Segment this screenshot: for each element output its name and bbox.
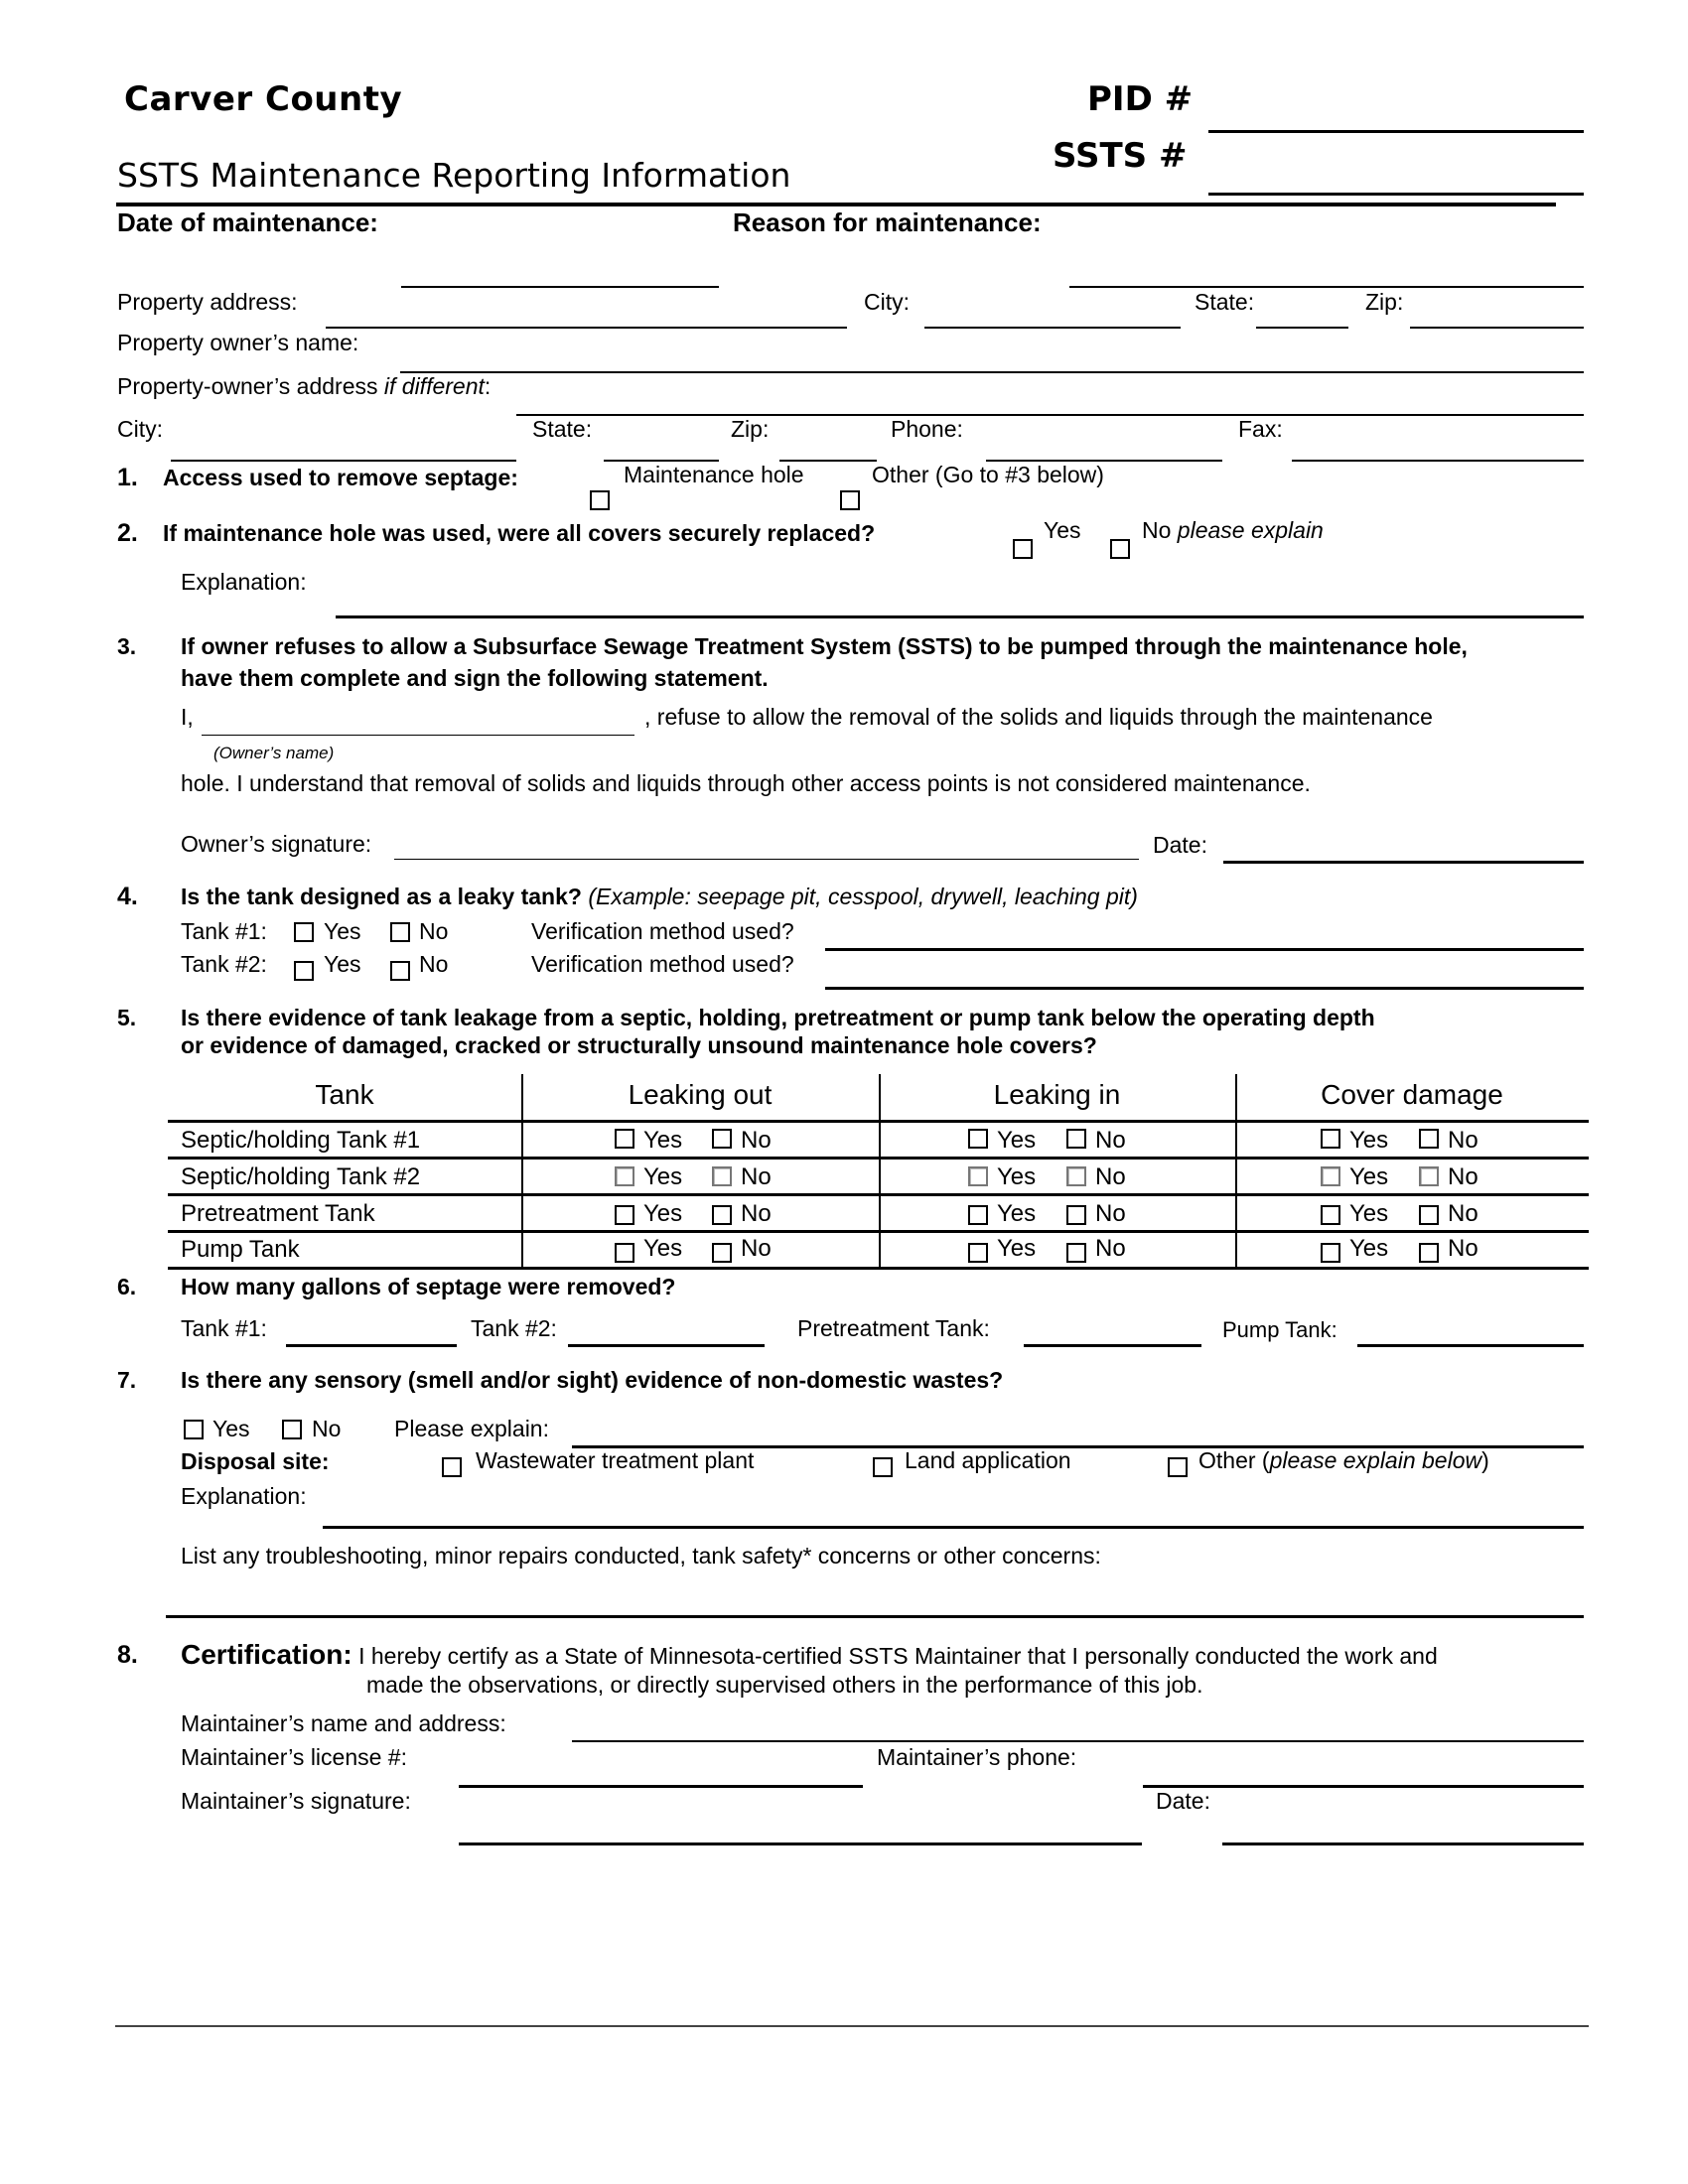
owner-address-italic: if different	[383, 373, 485, 399]
leaking-in-no-checkbox[interactable]	[1066, 1129, 1086, 1149]
q2-explanation-input[interactable]	[336, 615, 1584, 618]
property-state-label: State:	[1195, 289, 1255, 315]
yes-label: Yes	[643, 1127, 683, 1154]
q8-number: 8.	[117, 1641, 138, 1669]
q3-owner-name-caption: (Owner’s name)	[213, 744, 335, 762]
q3-statement-continued: hole. I understand that removal of solids and liquids through other access points is not considered maintenance.	[181, 770, 1311, 796]
leaking-in-yes-checkbox[interactable]	[968, 1166, 988, 1186]
no-label: No	[1095, 1127, 1126, 1154]
disposal-other-close: )	[1481, 1447, 1489, 1473]
q6-pump-input[interactable]	[1357, 1344, 1584, 1347]
leaking-in-yes-checkbox[interactable]	[968, 1129, 988, 1149]
leaking-in-no-checkbox[interactable]	[1066, 1205, 1086, 1225]
property-city-label: City:	[864, 289, 910, 315]
leaking-out-no-checkbox[interactable]	[712, 1166, 732, 1186]
no-label: No	[741, 1127, 772, 1154]
q3-owner-signature-input[interactable]	[394, 859, 1139, 860]
tank-condition-table	[168, 1074, 1589, 1268]
q4-tank1-verification-input[interactable]	[825, 948, 1584, 951]
yes-label: Yes	[1349, 1163, 1389, 1190]
q7-yes-checkbox[interactable]	[184, 1420, 204, 1439]
leaking-out-no-checkbox[interactable]	[712, 1129, 732, 1149]
leaking-in-no-checkbox[interactable]	[1066, 1243, 1086, 1263]
q1-option-other-label: Other (Go to #3 below)	[872, 462, 1104, 487]
q3-owner-name-input[interactable]	[202, 735, 634, 736]
q2-no-text: No	[1142, 517, 1178, 543]
ssts-label: SSTS #	[1053, 136, 1188, 176]
leaking-out-yes-checkbox[interactable]	[615, 1205, 634, 1225]
no-label: No	[1448, 1200, 1478, 1227]
q2-number: 2.	[117, 519, 138, 547]
q1-maintenance-hole-checkbox[interactable]	[590, 490, 610, 510]
owner-address-label	[117, 375, 491, 398]
q7-yes-label: Yes	[212, 1416, 250, 1441]
q7-number: 7.	[117, 1367, 137, 1393]
property-address-input[interactable]	[326, 327, 847, 329]
pid-label: PID #	[1087, 79, 1194, 119]
yes-label: Yes	[643, 1163, 683, 1190]
maintainer-signature-label: Maintainer’s signature:	[181, 1788, 411, 1814]
leaking-out-yes-checkbox[interactable]	[615, 1166, 634, 1186]
owner-fax-input[interactable]	[1292, 460, 1584, 462]
q2-please-explain: please explain	[1177, 517, 1324, 543]
disposal-wastewater-checkbox[interactable]	[442, 1457, 462, 1477]
column-header-tank: Tank	[315, 1079, 374, 1110]
cover-damage-yes-checkbox[interactable]	[1321, 1243, 1340, 1263]
q6-tank1-label: Tank #1:	[181, 1315, 267, 1341]
q2-yes-label: Yes	[1044, 517, 1081, 543]
county-name: Carver County	[124, 79, 403, 119]
q4-tank2-verification-input[interactable]	[825, 987, 1584, 990]
q6-tank1-input[interactable]	[286, 1344, 457, 1347]
q4-tank1-verification-label: Verification method used?	[531, 918, 794, 944]
q7-no-checkbox[interactable]	[282, 1420, 302, 1439]
q3-i-label: I,	[181, 704, 194, 730]
owner-state-label: State:	[532, 416, 593, 442]
q6-number: 6.	[117, 1274, 137, 1299]
column-header-leaking-out: Leaking out	[628, 1079, 773, 1110]
leaking-out-no-checkbox[interactable]	[712, 1205, 732, 1225]
concerns-label: List any troubleshooting, minor repairs conducted, tank safety* concerns or other concerns:	[181, 1543, 1101, 1569]
q4-tank2-verification-label: Verification method used?	[531, 951, 794, 977]
property-city-input[interactable]	[924, 327, 1181, 329]
cover-damage-yes-checkbox[interactable]	[1321, 1205, 1340, 1225]
footer-divider	[115, 2025, 1589, 2027]
table-rule	[168, 1120, 1589, 1123]
q7-no-label: No	[312, 1416, 342, 1441]
q4-tank1-yes-label: Yes	[324, 918, 361, 944]
yes-label: Yes	[997, 1163, 1037, 1190]
q6-pretreatment-label: Pretreatment Tank:	[797, 1315, 990, 1341]
table-rule	[168, 1230, 1589, 1233]
cover-damage-no-checkbox[interactable]	[1419, 1166, 1439, 1186]
maintainer-date-input[interactable]	[1222, 1843, 1584, 1845]
disposal-site-label: Disposal site:	[181, 1448, 330, 1474]
q5-number: 5.	[117, 1005, 137, 1030]
q2-yes-checkbox[interactable]	[1013, 539, 1033, 559]
cover-damage-no-checkbox[interactable]	[1419, 1129, 1439, 1149]
disposal-other-text: Other (	[1198, 1447, 1270, 1473]
cover-damage-no-checkbox[interactable]	[1419, 1243, 1439, 1263]
yes-label: Yes	[1349, 1235, 1389, 1262]
table-rule	[168, 1267, 1589, 1270]
cover-damage-yes-checkbox[interactable]	[1321, 1166, 1340, 1186]
q1-number: 1.	[117, 464, 138, 491]
leaking-in-no-checkbox[interactable]	[1066, 1166, 1086, 1186]
q6-tank2-input[interactable]	[568, 1344, 765, 1347]
maintainer-name-address-input[interactable]	[572, 1740, 1584, 1742]
q8-certification	[181, 1641, 1438, 1669]
no-label: No	[1448, 1163, 1478, 1190]
leaking-out-yes-checkbox[interactable]	[615, 1243, 634, 1263]
maintainer-signature-input[interactable]	[459, 1843, 1142, 1845]
q4-tank2-no-label: No	[419, 951, 449, 977]
reason-for-maintenance-label: Reason for maintenance:	[733, 207, 1042, 237]
q7-label: Is there any sensory (smell and/or sight) evidence of non-domestic wastes?	[181, 1367, 1004, 1393]
cover-damage-no-checkbox[interactable]	[1419, 1205, 1439, 1225]
no-label: No	[1095, 1200, 1126, 1227]
disposal-wastewater-label: Wastewater treatment plant	[476, 1447, 755, 1473]
property-zip-label: Zip:	[1365, 289, 1404, 315]
yes-label: Yes	[997, 1127, 1037, 1154]
q1-other-checkbox[interactable]	[840, 490, 860, 510]
q4-number: 4.	[117, 883, 138, 910]
table-row-label: Septic/holding Tank #2	[181, 1163, 421, 1190]
q4-question: Is the tank designed as a leaky tank?	[181, 884, 582, 909]
q4-label	[181, 886, 1138, 908]
q4-tank2-no-checkbox[interactable]	[390, 961, 410, 981]
column-header-cover-damage: Cover damage	[1321, 1079, 1503, 1110]
maintainer-phone-label: Maintainer’s phone:	[877, 1744, 1077, 1770]
pid-input[interactable]	[1208, 130, 1584, 133]
concerns-input[interactable]	[166, 1615, 1584, 1618]
page-title: SSTS Maintenance Reporting Information	[117, 156, 791, 195]
disposal-other-label	[1198, 1449, 1489, 1472]
yes-label: Yes	[643, 1200, 683, 1227]
q3-line2: have them complete and sign the following statement.	[181, 665, 769, 691]
leaking-out-yes-checkbox[interactable]	[615, 1129, 634, 1149]
q7-explanation-input[interactable]	[323, 1526, 1584, 1529]
reason-for-maintenance-input[interactable]	[1069, 286, 1584, 288]
property-address-label: Property address:	[117, 289, 298, 315]
q4-tank1-no-label: No	[419, 918, 449, 944]
q3-line1: If owner refuses to allow a Subsurface Sewage Treatment System (SSTS) to be pumped through the maintenance hole,	[181, 633, 1468, 659]
q1-label: Access used to remove septage:	[163, 465, 518, 490]
property-state-input[interactable]	[1256, 327, 1348, 329]
owner-zip-label: Zip:	[731, 416, 770, 442]
header-divider	[116, 203, 1556, 206]
owner-city-label: City:	[117, 416, 163, 442]
q5-line2: or evidence of damaged, cracked or structurally unsound maintenance hole covers?	[181, 1032, 1097, 1058]
owner-city-input[interactable]	[171, 460, 516, 462]
ssts-input[interactable]	[1208, 193, 1584, 196]
q4-tank2-yes-checkbox[interactable]	[294, 961, 314, 981]
maintainer-license-input[interactable]	[459, 1785, 863, 1788]
q4-tank1-no-checkbox[interactable]	[390, 922, 410, 942]
q1-option-maintenance-hole-label: Maintenance hole	[624, 462, 804, 487]
q4-tank2-yes-label: Yes	[324, 951, 361, 977]
leaking-out-no-checkbox[interactable]	[712, 1243, 732, 1263]
q6-pump-label: Pump Tank:	[1222, 1317, 1337, 1342]
q8-heading: Certification:	[181, 1639, 352, 1670]
no-label: No	[741, 1200, 772, 1227]
no-label: No	[1448, 1235, 1478, 1262]
disposal-other-checkbox[interactable]	[1168, 1457, 1188, 1477]
maintainer-license-label: Maintainer’s license #:	[181, 1744, 407, 1770]
q3-number: 3.	[117, 633, 137, 659]
q2-label: If maintenance hole was used, were all covers securely replaced?	[163, 520, 876, 546]
table-row-label: Pump Tank	[181, 1236, 300, 1263]
disposal-other-italic: please explain below	[1269, 1447, 1482, 1473]
q6-pretreatment-input[interactable]	[1024, 1344, 1201, 1347]
owner-fax-label: Fax:	[1238, 416, 1283, 442]
table-row-label: Pretreatment Tank	[181, 1200, 375, 1227]
q3-refuse-text: , refuse to allow the removal of the solids and liquids through the maintenance	[644, 704, 1433, 730]
owner-address-input[interactable]	[516, 414, 1584, 416]
disposal-land-application-label: Land application	[905, 1447, 1071, 1473]
q6-tank2-label: Tank #2:	[471, 1315, 557, 1341]
owner-address-colon: :	[484, 373, 492, 399]
owner-name-label: Property owner’s name:	[117, 330, 359, 355]
q2-no-checkbox[interactable]	[1110, 539, 1130, 559]
no-label: No	[741, 1163, 772, 1190]
owner-address-text: Property-owner’s address	[117, 373, 384, 399]
yes-label: Yes	[997, 1235, 1037, 1262]
owner-name-input[interactable]	[400, 371, 1584, 373]
q3-owner-signature-label: Owner’s signature:	[181, 831, 372, 857]
q8-text-line2: made the observations, or directly supervised others in the performance of this job.	[366, 1672, 1203, 1698]
table-rule	[168, 1157, 1589, 1160]
yes-label: Yes	[643, 1235, 683, 1262]
property-zip-input[interactable]	[1410, 327, 1584, 329]
q5-line1: Is there evidence of tank leakage from a septic, holding, pretreatment or pump tank below the operating depth	[181, 1005, 1375, 1030]
leaking-in-yes-checkbox[interactable]	[968, 1243, 988, 1263]
q3-date-label: Date:	[1153, 832, 1207, 858]
q4-example: (Example: seepage pit, cesspool, drywell, leaching pit)	[588, 884, 1138, 909]
q2-explanation-label: Explanation:	[181, 569, 307, 595]
table-rule	[168, 1193, 1589, 1196]
disposal-land-application-checkbox[interactable]	[873, 1457, 893, 1477]
q4-tank1-label: Tank #1:	[181, 918, 267, 944]
table-row-label: Septic/holding Tank #1	[181, 1127, 421, 1154]
no-label: No	[1095, 1163, 1126, 1190]
q4-tank2-label: Tank #2:	[181, 951, 267, 977]
yes-label: Yes	[1349, 1200, 1389, 1227]
no-label: No	[741, 1235, 772, 1262]
cover-damage-yes-checkbox[interactable]	[1321, 1129, 1340, 1149]
no-label: No	[1095, 1235, 1126, 1262]
q7-explanation-label: Explanation:	[181, 1483, 307, 1509]
leaking-in-yes-checkbox[interactable]	[968, 1205, 988, 1225]
yes-label: Yes	[997, 1200, 1037, 1227]
date-of-maintenance-label: Date of maintenance:	[117, 207, 378, 237]
q2-no-label	[1142, 519, 1324, 542]
yes-label: Yes	[1349, 1127, 1389, 1154]
owner-phone-label: Phone:	[891, 416, 963, 442]
q4-tank1-yes-checkbox[interactable]	[294, 922, 314, 942]
q8-text-line1: I hereby certify as a State of Minnesota-certified SSTS Maintainer that I personally conducted the work and	[352, 1643, 1438, 1669]
maintainer-date-label: Date:	[1156, 1788, 1210, 1814]
maintainer-name-address-label: Maintainer’s name and address:	[181, 1710, 506, 1736]
q6-label: How many gallons of septage were removed?	[181, 1274, 676, 1299]
q7-please-explain-label: Please explain:	[394, 1416, 549, 1441]
q3-date-input[interactable]	[1223, 861, 1584, 864]
no-label: No	[1448, 1127, 1478, 1154]
column-header-leaking-in: Leaking in	[993, 1079, 1121, 1110]
date-of-maintenance-input[interactable]	[401, 286, 719, 288]
